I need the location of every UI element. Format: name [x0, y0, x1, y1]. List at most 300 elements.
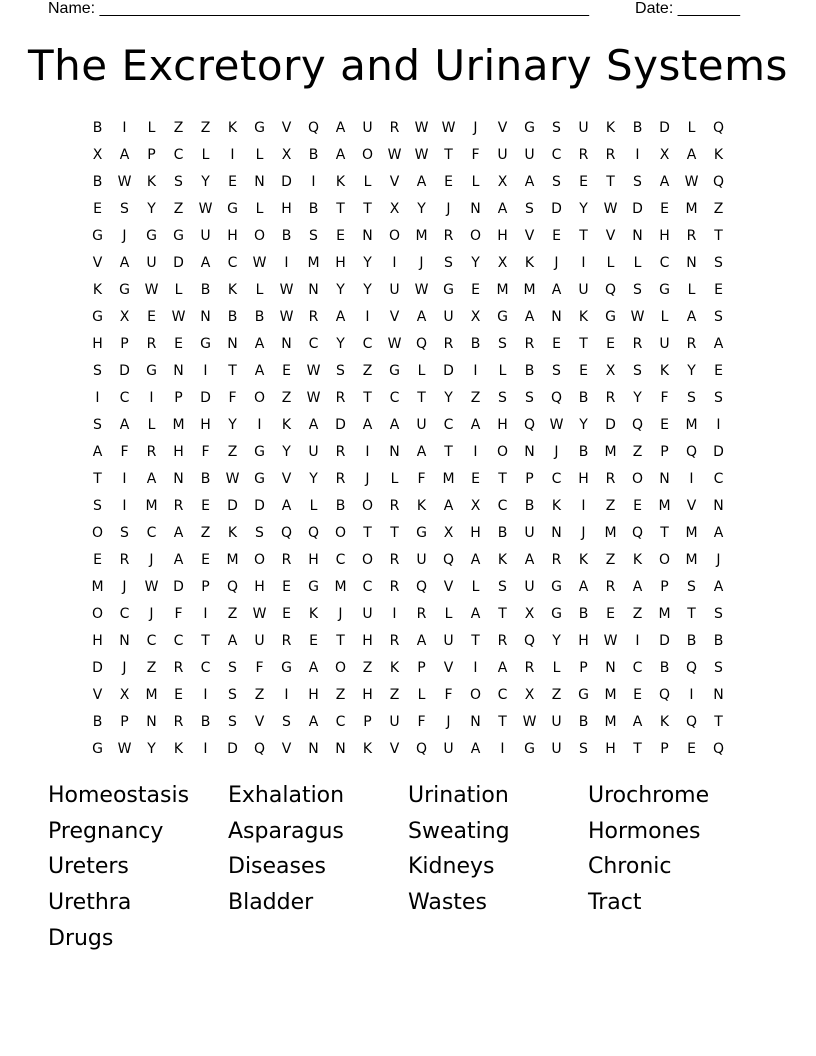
- grid-letter: I: [689, 470, 694, 487]
- grid-letter: K: [227, 119, 238, 136]
- grid-letter: B: [686, 632, 697, 649]
- grid-letter: B: [578, 443, 589, 460]
- grid-letter: C: [335, 713, 346, 730]
- grid-letter: S: [498, 389, 507, 406]
- grid-letter: I: [284, 686, 289, 703]
- grid-letter: L: [552, 659, 561, 676]
- grid-letter: W: [279, 281, 294, 298]
- grid-letter: R: [173, 659, 184, 676]
- word-list: [48, 778, 768, 956]
- grid-letter: S: [552, 119, 561, 136]
- grid-letter: P: [120, 713, 129, 730]
- grid-letter: W: [144, 281, 159, 298]
- grid-letter: N: [200, 308, 211, 325]
- grid-letter: V: [281, 470, 292, 487]
- grid-letter: A: [578, 578, 589, 595]
- grid-letter: O: [361, 551, 374, 568]
- grid-letter: N: [173, 470, 184, 487]
- grid-letter: M: [334, 578, 347, 595]
- grid-letter: G: [92, 308, 103, 325]
- grid-letter: Y: [336, 281, 345, 298]
- grid-letter: T: [363, 524, 372, 541]
- grid-letter: Q: [604, 281, 617, 298]
- grid-letter: L: [255, 200, 264, 217]
- grid-letter: H: [362, 632, 373, 649]
- grid-letter: W: [441, 119, 456, 136]
- grid-letter: B: [281, 227, 292, 244]
- grid-letter: Z: [200, 119, 211, 136]
- grid-letter: G: [605, 308, 616, 325]
- grid-letter: K: [389, 659, 400, 676]
- grid-letter: G: [119, 281, 130, 298]
- grid-letter: G: [443, 281, 454, 298]
- grid-letter: A: [524, 551, 535, 568]
- grid-letter: A: [92, 443, 103, 460]
- grid-letter: K: [227, 524, 238, 541]
- grid-letter: I: [635, 146, 640, 163]
- grid-letter: A: [713, 524, 724, 541]
- grid-letter: Z: [389, 686, 400, 703]
- grid-letter: Y: [471, 254, 480, 271]
- grid-letter: D: [659, 632, 670, 649]
- grid-letter: D: [200, 389, 211, 406]
- grid-letter: H: [362, 686, 373, 703]
- grid-letter: Q: [658, 686, 671, 703]
- grid-letter: N: [470, 713, 481, 730]
- grid-letter: U: [443, 632, 454, 649]
- grid-letter: E: [147, 308, 156, 325]
- grid-letter: W: [225, 470, 240, 487]
- grid-letter: S: [309, 227, 318, 244]
- grid-letter: Z: [227, 443, 238, 460]
- grid-letter: G: [551, 605, 562, 622]
- grid-letter: N: [470, 200, 481, 217]
- grid-letter: S: [687, 578, 696, 595]
- grid-letter: S: [633, 173, 642, 190]
- grid-letter: K: [281, 416, 292, 433]
- grid-letter: X: [524, 605, 535, 622]
- grid-letter: V: [92, 254, 103, 271]
- grid-letter: A: [416, 173, 427, 190]
- grid-letter: D: [713, 443, 724, 460]
- grid-letter: N: [713, 497, 724, 514]
- grid-letter: X: [605, 362, 616, 379]
- grid-letter: I: [203, 362, 208, 379]
- grid-letter: J: [716, 551, 721, 568]
- grid-letter: A: [362, 416, 373, 433]
- grid-letter: F: [228, 389, 237, 406]
- grid-letter: X: [389, 200, 400, 217]
- grid-letter: Q: [631, 416, 644, 433]
- grid-letter: Q: [550, 389, 563, 406]
- grid-letter: Q: [523, 632, 536, 649]
- grid-letter: E: [93, 200, 102, 217]
- grid-letter: W: [117, 173, 132, 190]
- word-list-item: Pregnancy: [48, 818, 164, 844]
- grid-letter: P: [147, 146, 156, 163]
- grid-letter: M: [604, 443, 617, 460]
- grid-letter: U: [551, 713, 562, 730]
- grid-letter: V: [254, 713, 265, 730]
- grid-letter: T: [471, 632, 480, 649]
- grid-letter: N: [632, 227, 643, 244]
- grid-letter: N: [686, 254, 697, 271]
- grid-letter: B: [92, 713, 103, 730]
- grid-letter: K: [227, 281, 238, 298]
- grid-letter: J: [554, 254, 559, 271]
- grid-letter: R: [389, 497, 400, 514]
- grid-letter: I: [122, 470, 127, 487]
- grid-letter: W: [387, 146, 402, 163]
- grid-letter: T: [714, 227, 723, 244]
- grid-letter: D: [281, 173, 292, 190]
- grid-letter: Q: [685, 443, 698, 460]
- grid-letter: H: [308, 551, 319, 568]
- grid-letter: B: [335, 497, 346, 514]
- grid-letter: N: [524, 443, 535, 460]
- grid-letter: O: [496, 443, 509, 460]
- grid-letter: R: [335, 470, 346, 487]
- grid-letter: O: [334, 524, 347, 541]
- grid-letter: E: [714, 362, 723, 379]
- grid-letter: L: [660, 308, 669, 325]
- grid-letter: L: [147, 416, 156, 433]
- grid-letter: L: [498, 362, 507, 379]
- grid-letter: A: [497, 200, 508, 217]
- grid-letter: X: [119, 686, 130, 703]
- grid-letter: W: [306, 389, 321, 406]
- grid-letter: F: [444, 686, 453, 703]
- grid-letter: R: [443, 227, 454, 244]
- grid-letter: B: [200, 713, 211, 730]
- grid-letter: K: [335, 173, 346, 190]
- grid-letter: I: [203, 605, 208, 622]
- grid-letter: G: [578, 686, 589, 703]
- grid-letter: D: [605, 416, 616, 433]
- grid-letter: R: [686, 335, 697, 352]
- grid-letter: S: [93, 362, 102, 379]
- grid-letter: K: [659, 362, 670, 379]
- grid-letter: X: [497, 173, 508, 190]
- grid-letter: H: [92, 632, 103, 649]
- grid-letter: H: [470, 524, 481, 541]
- grid-letter: U: [524, 578, 535, 595]
- grid-letter: I: [581, 254, 586, 271]
- grid-letter: C: [443, 416, 454, 433]
- word-list-item: Asparagus: [228, 818, 344, 844]
- grid-letter: E: [336, 227, 345, 244]
- grid-letter: O: [253, 227, 266, 244]
- grid-letter: H: [308, 686, 319, 703]
- grid-letter: N: [713, 686, 724, 703]
- grid-letter: C: [119, 389, 130, 406]
- grid-letter: R: [524, 659, 535, 676]
- grid-letter: T: [606, 173, 615, 190]
- grid-letter: E: [174, 686, 183, 703]
- grid-letter: F: [255, 659, 264, 676]
- grid-letter: A: [713, 578, 724, 595]
- grid-letter: X: [443, 524, 454, 541]
- grid-letter: M: [307, 254, 320, 271]
- grid-letter: Z: [173, 200, 184, 217]
- grid-letter: Q: [415, 578, 428, 595]
- grid-letter: I: [716, 416, 721, 433]
- grid-letter: W: [306, 362, 321, 379]
- grid-letter: S: [336, 362, 345, 379]
- grid-letter: M: [226, 551, 239, 568]
- grid-letter: Y: [147, 200, 156, 217]
- grid-letter: C: [497, 686, 508, 703]
- grid-letter: N: [281, 335, 292, 352]
- grid-letter: V: [443, 578, 454, 595]
- grid-letter: R: [335, 389, 346, 406]
- word-list-item: Kidneys: [408, 854, 495, 880]
- grid-letter: S: [714, 389, 723, 406]
- grid-letter: X: [92, 146, 103, 163]
- grid-letter: M: [415, 227, 428, 244]
- grid-letter: A: [632, 578, 643, 595]
- grid-letter: A: [119, 146, 130, 163]
- grid-letter: K: [92, 281, 103, 298]
- grid-letter: A: [470, 740, 481, 757]
- grid-letter: S: [498, 335, 507, 352]
- grid-letter: E: [174, 335, 183, 352]
- grid-letter: K: [146, 173, 157, 190]
- letter-grid: [84, 114, 736, 762]
- grid-letter: U: [551, 740, 562, 757]
- grid-letter: A: [524, 308, 535, 325]
- grid-letter: L: [417, 686, 426, 703]
- grid-letter: H: [497, 416, 508, 433]
- grid-letter: I: [392, 254, 397, 271]
- grid-letter: U: [524, 146, 535, 163]
- grid-letter: J: [365, 470, 370, 487]
- grid-letter: W: [630, 308, 645, 325]
- grid-letter: L: [633, 254, 642, 271]
- grid-letter: D: [659, 119, 670, 136]
- grid-letter: S: [552, 362, 561, 379]
- grid-letter: S: [255, 524, 264, 541]
- grid-letter: E: [579, 173, 588, 190]
- word-list-item: Tract: [588, 890, 642, 916]
- grid-letter: X: [119, 308, 130, 325]
- grid-letter: K: [632, 551, 643, 568]
- grid-letter: J: [446, 200, 451, 217]
- word-list-item: Homeostasis: [48, 783, 190, 808]
- grid-letter: S: [525, 389, 534, 406]
- grid-letter: V: [389, 308, 400, 325]
- grid-letter: O: [361, 146, 374, 163]
- grid-letter: J: [122, 578, 127, 595]
- grid-letter: I: [203, 686, 208, 703]
- grid-letter: Y: [363, 254, 372, 271]
- grid-letter: Y: [552, 632, 561, 649]
- grid-letter: Z: [605, 497, 616, 514]
- grid-letter: B: [713, 632, 724, 649]
- grid-letter: G: [308, 578, 319, 595]
- grid-letter: Z: [632, 605, 643, 622]
- grid-letter: W: [171, 308, 186, 325]
- grid-letter: T: [498, 470, 507, 487]
- grid-letter: E: [282, 605, 291, 622]
- grid-letter: S: [174, 173, 183, 190]
- grid-letter: A: [119, 416, 130, 433]
- grid-letter: G: [551, 578, 562, 595]
- word-list-item: Ureters: [48, 854, 129, 880]
- grid-letter: S: [714, 605, 723, 622]
- grid-letter: Z: [227, 605, 238, 622]
- grid-letter: R: [281, 551, 292, 568]
- grid-letter: G: [227, 200, 238, 217]
- grid-letter: S: [120, 200, 129, 217]
- grid-letter: B: [470, 335, 481, 352]
- grid-letter: D: [551, 200, 562, 217]
- grid-letter: A: [686, 308, 697, 325]
- grid-letter: G: [281, 659, 292, 676]
- grid-letter: R: [173, 497, 184, 514]
- grid-letter: A: [470, 605, 481, 622]
- word-list-item: Hormones: [588, 818, 701, 844]
- grid-letter: N: [605, 659, 616, 676]
- word-list-item: Urochrome: [588, 783, 710, 808]
- grid-letter: T: [336, 200, 345, 217]
- grid-letter: H: [578, 632, 589, 649]
- grid-letter: D: [443, 362, 454, 379]
- grid-letter: I: [365, 443, 370, 460]
- grid-letter: G: [146, 362, 157, 379]
- grid-letter: V: [605, 227, 616, 244]
- grid-letter: Z: [713, 200, 724, 217]
- grid-letter: Q: [631, 524, 644, 541]
- grid-letter: Y: [363, 281, 372, 298]
- grid-letter: B: [200, 470, 211, 487]
- grid-letter: A: [308, 659, 319, 676]
- grid-letter: A: [686, 146, 697, 163]
- grid-letter: J: [446, 713, 451, 730]
- grid-letter: P: [201, 578, 210, 595]
- grid-letter: A: [632, 713, 643, 730]
- grid-letter: I: [635, 632, 640, 649]
- grid-letter: J: [122, 227, 127, 244]
- grid-letter: U: [389, 713, 400, 730]
- grid-letter: L: [174, 281, 183, 298]
- grid-letter: X: [659, 146, 670, 163]
- grid-letter: E: [444, 173, 453, 190]
- grid-letter: O: [91, 605, 104, 622]
- grid-letter: C: [335, 551, 346, 568]
- grid-letter: A: [119, 254, 130, 271]
- grid-letter: L: [255, 281, 264, 298]
- grid-letter: V: [281, 740, 292, 757]
- grid-letter: F: [417, 713, 426, 730]
- grid-letter: R: [578, 146, 589, 163]
- grid-letter: G: [254, 443, 265, 460]
- grid-letter: Z: [146, 659, 157, 676]
- grid-letter: T: [417, 389, 426, 406]
- grid-letter: T: [498, 605, 507, 622]
- grid-letter: W: [144, 578, 159, 595]
- grid-letter: R: [308, 308, 319, 325]
- grid-letter: E: [552, 227, 561, 244]
- grid-letter: H: [254, 578, 265, 595]
- grid-letter: Z: [470, 389, 481, 406]
- grid-letter: N: [254, 173, 265, 190]
- grid-letter: K: [605, 119, 616, 136]
- grid-letter: L: [417, 362, 426, 379]
- grid-letter: W: [279, 308, 294, 325]
- grid-letter: I: [473, 362, 478, 379]
- grid-letter: A: [335, 308, 346, 325]
- grid-letter: R: [605, 470, 616, 487]
- grid-letter: Q: [685, 659, 698, 676]
- grid-letter: Y: [228, 416, 237, 433]
- grid-letter: G: [92, 740, 103, 757]
- grid-letter: M: [496, 281, 509, 298]
- grid-letter: E: [93, 551, 102, 568]
- grid-letter: S: [228, 686, 237, 703]
- grid-letter: A: [416, 308, 427, 325]
- grid-letter: C: [173, 146, 184, 163]
- grid-letter: W: [252, 605, 267, 622]
- grid-letter: G: [92, 227, 103, 244]
- grid-letter: N: [551, 308, 562, 325]
- grid-letter: I: [203, 740, 208, 757]
- grid-letter: S: [633, 281, 642, 298]
- grid-letter: P: [579, 659, 588, 676]
- grid-letter: Y: [282, 443, 291, 460]
- grid-letter: X: [281, 146, 292, 163]
- grid-letter: X: [470, 497, 481, 514]
- grid-letter: K: [497, 551, 508, 568]
- grid-letter: D: [119, 362, 130, 379]
- grid-letter: B: [578, 713, 589, 730]
- grid-letter: R: [605, 146, 616, 163]
- grid-letter: D: [173, 254, 184, 271]
- word-list-item: Chronic: [588, 854, 672, 880]
- grid-letter: B: [92, 119, 103, 136]
- grid-letter: N: [227, 335, 238, 352]
- grid-letter: B: [227, 308, 238, 325]
- grid-letter: T: [498, 713, 507, 730]
- grid-letter: M: [685, 200, 698, 217]
- grid-letter: C: [713, 470, 724, 487]
- grid-letter: M: [145, 686, 158, 703]
- grid-letter: A: [443, 497, 454, 514]
- grid-letter: R: [389, 632, 400, 649]
- grid-letter: J: [554, 443, 559, 460]
- grid-letter: Y: [417, 200, 426, 217]
- grid-letter: C: [146, 524, 157, 541]
- grid-letter: H: [659, 227, 670, 244]
- grid-letter: U: [308, 443, 319, 460]
- grid-letter: B: [524, 362, 535, 379]
- grid-letter: K: [362, 740, 373, 757]
- grid-letter: R: [605, 389, 616, 406]
- grid-letter: F: [120, 443, 129, 460]
- grid-letter: Q: [307, 119, 320, 136]
- grid-letter: M: [91, 578, 104, 595]
- grid-letter: N: [308, 740, 319, 757]
- grid-letter: R: [389, 119, 400, 136]
- grid-letter: D: [335, 416, 346, 433]
- grid-letter: C: [497, 497, 508, 514]
- grid-letter: S: [525, 200, 534, 217]
- grid-letter: L: [363, 173, 372, 190]
- grid-letter: I: [122, 119, 127, 136]
- grid-letter: K: [578, 551, 589, 568]
- grid-letter: X: [524, 686, 535, 703]
- grid-letter: M: [442, 470, 455, 487]
